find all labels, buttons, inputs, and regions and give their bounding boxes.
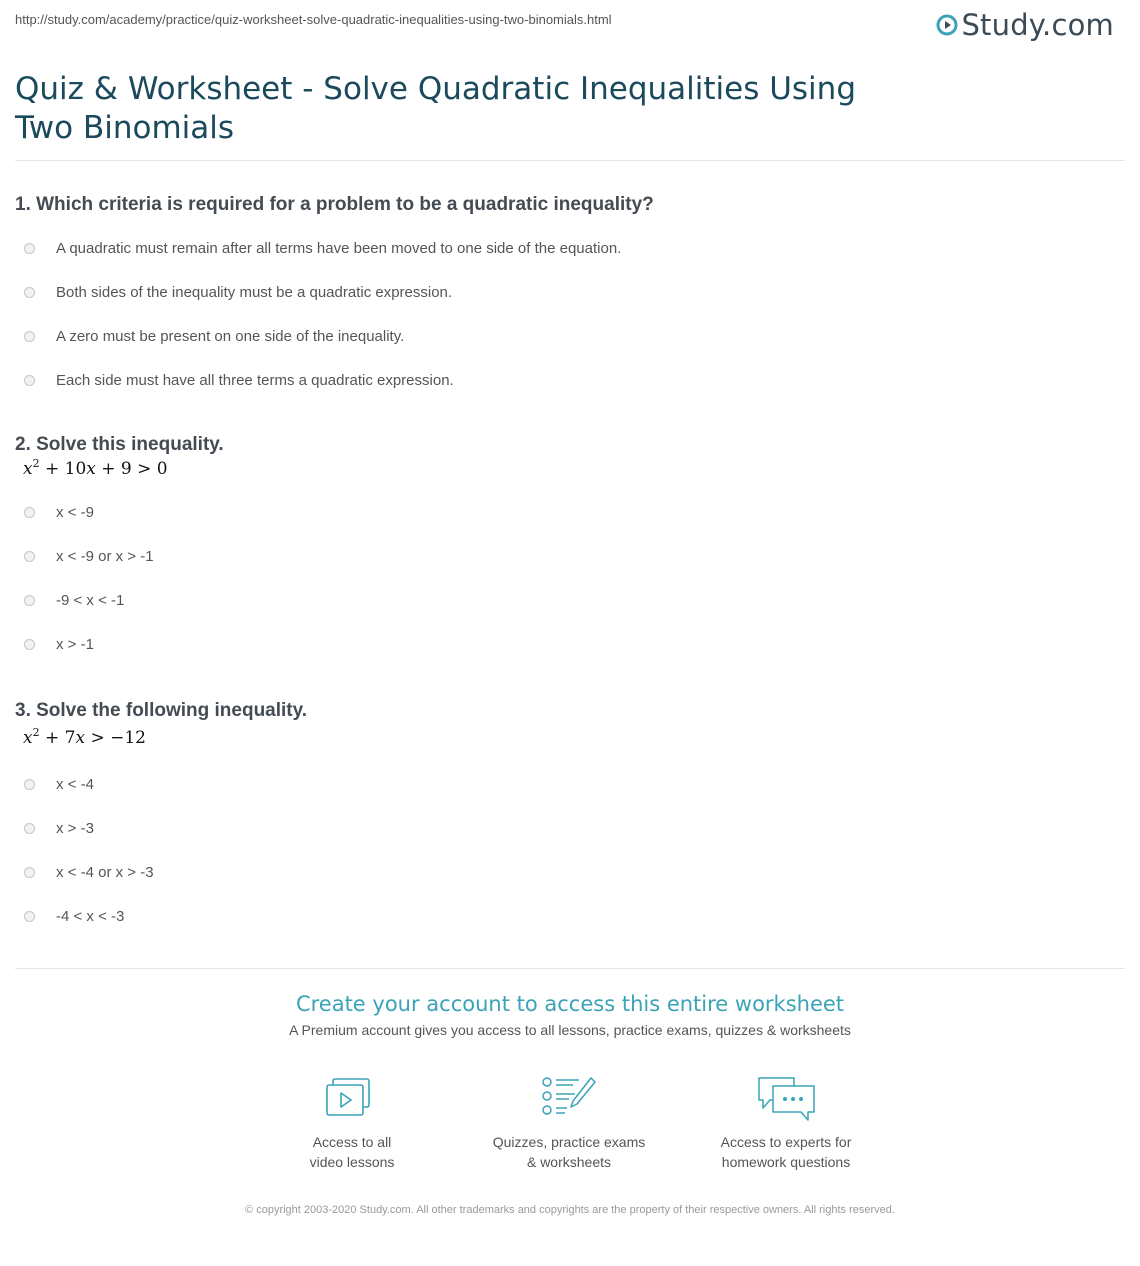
- question-3: [15, 698, 1115, 938]
- feature-quizzes: [469, 1074, 669, 1172]
- answer-option[interactable]: [15, 490, 1115, 534]
- math-term: + 7: [39, 728, 76, 748]
- feature-experts: [686, 1074, 886, 1172]
- feature-label-line: Access to all: [312, 1134, 392, 1150]
- feature-video-lessons: [252, 1074, 452, 1172]
- feature-label-line: & worksheets: [526, 1154, 612, 1170]
- page-url: http://study.com/academy/practice/quiz-worksheet-solve-quadratic-inequalities-using-two-binomials.html: [15, 12, 612, 27]
- play-logo-icon: [936, 14, 958, 36]
- top-bar: [0, 0, 1140, 48]
- answer-option[interactable]: [15, 314, 1115, 358]
- answer-options: [15, 490, 1115, 666]
- feature-label-line: Access to experts for: [720, 1134, 852, 1150]
- answer-option[interactable]: [15, 358, 1115, 402]
- option-label: x > -3: [56, 819, 94, 837]
- math-exponent: 2: [32, 457, 40, 470]
- title-divider: [15, 160, 1125, 161]
- math-variable: x: [75, 728, 86, 748]
- create-account-link[interactable]: Create your account to access this entire worksheet: [295, 992, 845, 1016]
- chat-bubbles-icon: [756, 1074, 816, 1124]
- feature-label: [686, 1132, 886, 1172]
- video-lessons-icon: [322, 1074, 382, 1124]
- math-variable: x: [23, 728, 33, 748]
- option-label: x < -4 or x > -3: [56, 863, 154, 881]
- page-title: Quiz & Worksheet - Solve Quadratic Inequalities Using Two Binomials: [15, 71, 856, 146]
- radio-button[interactable]: [24, 639, 35, 650]
- answer-option[interactable]: [15, 894, 1115, 938]
- option-label: A quadratic must remain after all terms have been moved to one side of the equation.: [56, 239, 622, 257]
- radio-button[interactable]: [24, 375, 35, 386]
- feature-label-line: Quizzes, practice exams: [492, 1134, 646, 1150]
- answer-options: [15, 226, 1115, 402]
- option-label: x < -9: [56, 503, 94, 521]
- radio-button[interactable]: [24, 331, 35, 342]
- radio-button[interactable]: [24, 243, 35, 254]
- math-variable: x: [86, 459, 96, 479]
- option-label: Each side must have all three terms a quadratic expression.: [56, 371, 454, 389]
- answer-option[interactable]: [15, 578, 1115, 622]
- option-label: x > -1: [56, 635, 94, 653]
- option-label: x < -4: [56, 775, 94, 793]
- radio-button[interactable]: [24, 779, 35, 790]
- radio-button[interactable]: [24, 823, 35, 834]
- question-text: 1. Which criteria is required for a problem to be a quadratic inequality?: [15, 194, 654, 215]
- math-term: > −12: [85, 728, 146, 748]
- copyright-notice: © copyright 2003-2020 Study.com. All other trademarks and copyrights are the property of their respective owners. All rights reserved.: [245, 1204, 895, 1216]
- math-term: + 10: [39, 459, 87, 479]
- answer-option[interactable]: [15, 622, 1115, 666]
- radio-button[interactable]: [24, 911, 35, 922]
- question-text: 2. Solve this inequality.: [15, 434, 224, 455]
- answer-option[interactable]: [15, 534, 1115, 578]
- logo-text: Study.com: [961, 8, 1114, 42]
- option-label: x < -9 or x > -1: [56, 547, 154, 565]
- promo-subtitle: A Premium account gives you access to all lessons, practice exams, quizzes & worksheets: [289, 1022, 851, 1038]
- answer-option[interactable]: [15, 226, 1115, 270]
- radio-button[interactable]: [24, 551, 35, 562]
- option-label: Both sides of the inequality must be a quadratic expression.: [56, 283, 453, 301]
- radio-button[interactable]: [24, 867, 35, 878]
- feature-label: [252, 1132, 452, 1172]
- inequality-expression: [23, 727, 1115, 751]
- option-label: A zero must be present on one side of the inequality.: [56, 327, 405, 345]
- study-logo[interactable]: [936, 8, 1114, 42]
- promo-divider: [15, 968, 1125, 969]
- feature-label-line: video lessons: [309, 1154, 395, 1170]
- question-text: 3. Solve the following inequality.: [15, 700, 308, 721]
- inequality-expression: [23, 458, 1115, 482]
- answer-option[interactable]: [15, 850, 1115, 894]
- answer-option[interactable]: [15, 806, 1115, 850]
- radio-button[interactable]: [24, 595, 35, 606]
- answer-options: [15, 762, 1115, 938]
- feature-label: [469, 1132, 669, 1172]
- answer-option[interactable]: [15, 270, 1115, 314]
- option-label: -4 < x < -3: [56, 907, 125, 925]
- math-term: + 9 > 0: [95, 459, 168, 479]
- feature-label-line: homework questions: [721, 1154, 851, 1170]
- radio-button[interactable]: [24, 507, 35, 518]
- math-variable: x: [23, 459, 33, 479]
- radio-button[interactable]: [24, 287, 35, 298]
- question-2: [15, 432, 1115, 666]
- question-1: [15, 192, 1115, 402]
- option-label: -9 < x < -1: [56, 591, 125, 609]
- math-exponent: 2: [32, 726, 40, 739]
- quiz-checklist-icon: [539, 1074, 599, 1124]
- answer-option[interactable]: [15, 762, 1115, 806]
